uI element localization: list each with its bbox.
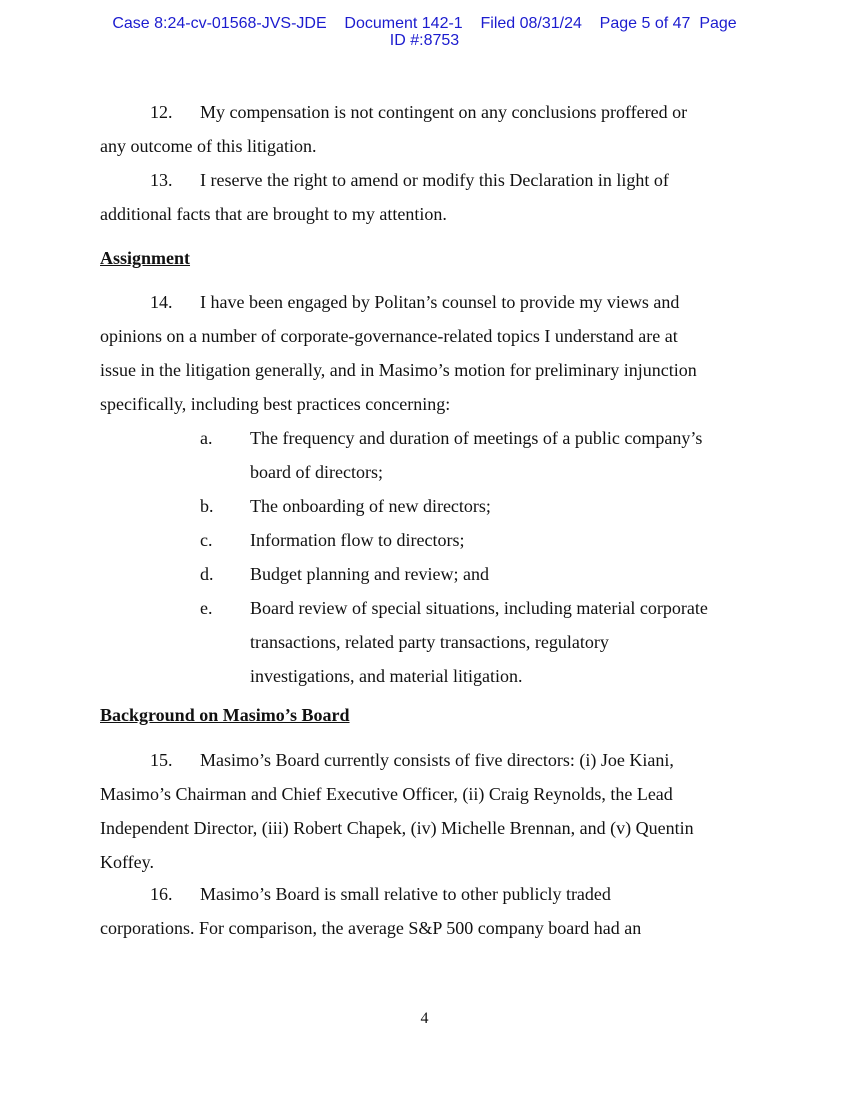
filing-header-line1	[0, 15, 849, 32]
list-item-letter: e.	[200, 598, 213, 618]
filed-date: Filed 08/31/24	[480, 15, 582, 32]
paragraph-line: issue in the litigation generally, and in Masimo’s motion for preliminary injunction	[100, 360, 697, 380]
list-item-letter: d.	[200, 564, 214, 584]
section-heading-assignment: Assignment	[100, 248, 191, 268]
document-number: Document 142-1	[344, 15, 463, 32]
paragraph-line: 12. My compensation is not contingent on any conclusions proffered or	[100, 95, 760, 129]
paragraph-line: any outcome of this litigation.	[100, 136, 317, 156]
paragraph-number: 14.	[150, 292, 173, 312]
paragraph-line: corporations. For comparison, the average S&P 500 company board had an	[100, 918, 642, 938]
paragraph-line: additional facts that are brought to my attention.	[100, 204, 447, 224]
paragraph-15	[100, 743, 760, 879]
paragraph-13	[100, 163, 760, 231]
list-item-letter: a.	[200, 428, 213, 448]
paragraph-line: Koffey.	[100, 852, 154, 872]
paragraph-line: 15. Masimo’s Board currently consists of five directors: (i) Joe Kiani,	[100, 743, 760, 777]
paragraph-16	[100, 877, 760, 945]
page-id: ID #:8753	[389, 32, 460, 49]
topics-list	[200, 421, 760, 693]
list-item: a. The frequency and duration of meetings of a public company’s board of directors;	[200, 421, 760, 489]
list-item-letter: c.	[200, 530, 213, 550]
page-count: Page 5 of 47	[599, 15, 691, 32]
paragraph-line: 14. I have been engaged by Politan’s counsel to provide my views and	[100, 285, 760, 319]
paragraph-number: 15.	[150, 750, 173, 770]
paragraph-line: specifically, including best practices concerning:	[100, 394, 451, 414]
paragraph-line: 16. Masimo’s Board is small relative to other publicly traded	[100, 877, 760, 911]
paragraph-12	[100, 95, 760, 163]
paragraph-line: Independent Director, (iii) Robert Chapek, (iv) Michelle Brennan, and (v) Quentin	[100, 818, 694, 838]
paragraph-number: 16.	[150, 884, 173, 904]
paragraph-line: opinions on a number of corporate-governance-related topics I understand are at	[100, 326, 678, 346]
list-item-letter: b.	[200, 496, 214, 516]
paragraph-line: Masimo’s Chairman and Chief Executive Officer, (ii) Craig Reynolds, the Lead	[100, 784, 673, 804]
page-number: 4	[420, 1010, 429, 1027]
paragraph-number: 13.	[150, 170, 173, 190]
paragraph-14	[100, 285, 760, 421]
list-item: b. The onboarding of new directors;	[200, 489, 760, 523]
list-item: d. Budget planning and review; and	[200, 557, 760, 591]
page-id-prefix: Page	[699, 15, 737, 32]
paragraph-line: 13. I reserve the right to amend or modify this Declaration in light of	[100, 163, 760, 197]
case-number: Case 8:24-cv-01568-JVS-JDE	[112, 15, 327, 32]
filing-header	[0, 15, 849, 49]
paragraph-number: 12.	[150, 102, 173, 122]
section-heading-background: Background on Masimo’s Board	[100, 705, 350, 725]
list-item: c. Information flow to directors;	[200, 523, 760, 557]
list-item: e. Board review of special situations, including material corporate transactions, related party transactions, regulatory investigations, and material litigation.	[200, 591, 760, 693]
